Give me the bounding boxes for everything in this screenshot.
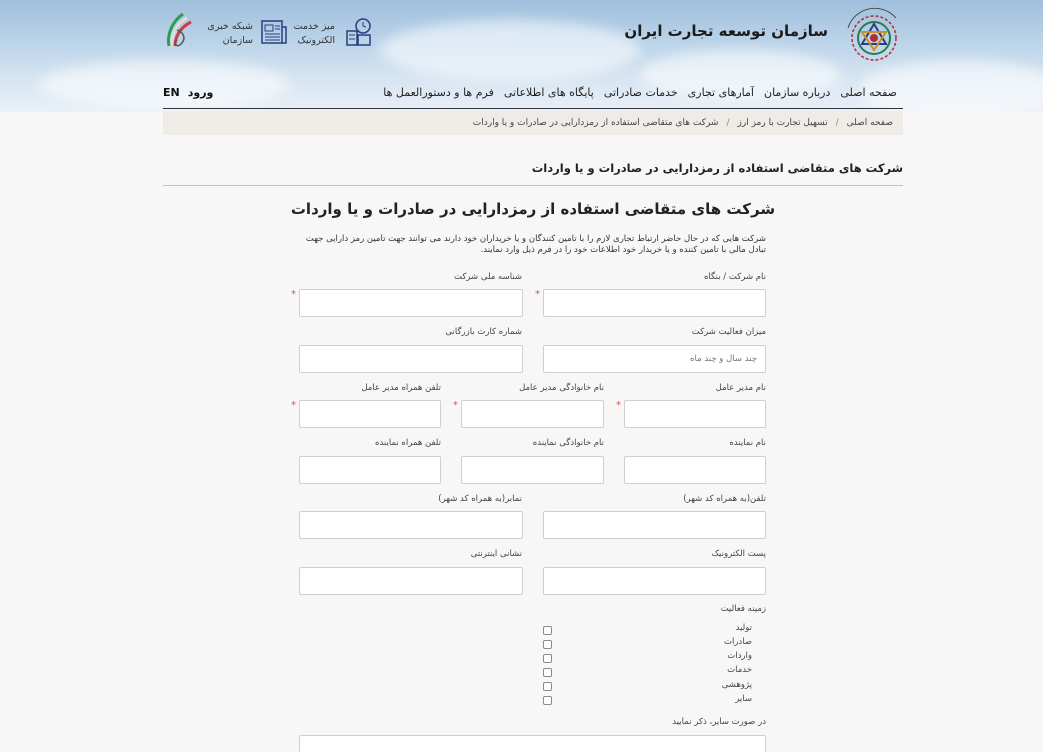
activity-production-checkbox[interactable] xyxy=(543,626,552,635)
required-mark: * xyxy=(291,400,296,411)
service-desk-link[interactable]: میز خدمت الکترونیک xyxy=(293,21,335,46)
activity-option-label: صادرات xyxy=(723,637,752,647)
nav-item-about[interactable]: درباره سازمان xyxy=(763,86,831,99)
activity-field-label: زمینه فعالیت xyxy=(720,604,766,614)
nav-divider xyxy=(163,108,903,109)
fax-input[interactable] xyxy=(299,511,523,539)
ceo-name-input[interactable] xyxy=(624,400,766,428)
company-name-label: نام شرکت / بنگاه xyxy=(703,272,766,282)
website-input[interactable] xyxy=(299,567,523,595)
national-id-input[interactable] xyxy=(299,289,523,317)
news-network-icon[interactable] xyxy=(260,17,288,51)
rep-mobile-label: تلفن همراه نماینده xyxy=(375,438,441,448)
ceo-name-label: نام مدیر عامل xyxy=(715,383,766,393)
email-label: پست الکترونیک xyxy=(711,549,766,559)
required-mark: * xyxy=(616,400,621,411)
nav-item-databases[interactable]: پایگاه های اطلاعاتی xyxy=(503,86,594,99)
nav-item-home[interactable]: صفحه اصلی xyxy=(840,86,897,99)
ceo-mobile-label: تلفن همراه مدیر عامل xyxy=(361,383,441,393)
activity-duration-label: میزان فعالیت شرکت xyxy=(691,327,766,337)
business-card-input[interactable] xyxy=(299,345,523,373)
title-divider xyxy=(163,185,903,186)
other-detail-input[interactable] xyxy=(299,735,766,752)
activity-other-checkbox[interactable] xyxy=(543,696,552,705)
service-desk-icon[interactable] xyxy=(344,17,372,51)
email-input[interactable] xyxy=(543,567,766,595)
activity-option-label: واردات xyxy=(727,651,752,661)
required-mark: * xyxy=(535,289,540,300)
activity-services-checkbox[interactable] xyxy=(543,668,552,677)
activity-research-checkbox[interactable] xyxy=(543,682,552,691)
breadcrumb xyxy=(163,111,903,135)
rep-name-label: نام نماینده xyxy=(729,438,766,448)
nav-item-export-services[interactable]: خدمات صادراتی xyxy=(603,86,678,99)
ceo-mobile-input[interactable] xyxy=(299,400,441,428)
required-mark: * xyxy=(453,400,458,411)
org-title: سازمان توسعه تجارت ایران xyxy=(624,22,828,40)
login-link[interactable]: ورود xyxy=(187,86,214,99)
company-name-input[interactable] xyxy=(543,289,766,317)
form-title: شرکت های متقاضی استفاده از رمزدارایی در صادرات و یا واردات xyxy=(290,200,776,218)
activity-duration-input[interactable] xyxy=(543,345,766,373)
breadcrumb-separator: / xyxy=(835,118,839,128)
business-card-label: شماره کارت بازرگانی xyxy=(445,327,522,337)
activity-import-checkbox[interactable] xyxy=(543,654,552,663)
rep-family-label: نام خانوادگی نماینده xyxy=(532,438,604,448)
language-switch-en[interactable]: EN xyxy=(163,86,180,99)
cloud-decoration xyxy=(40,60,290,110)
activity-option-label: خدمات xyxy=(727,665,752,675)
org-logo[interactable] xyxy=(836,4,908,64)
flag-logo-icon[interactable] xyxy=(163,8,197,56)
nav-item-forms[interactable]: فرم ها و دستورالعمل ها xyxy=(383,86,494,99)
phone-label: تلفن(به همراه کد شهر) xyxy=(683,494,766,504)
activity-option-label: پژوهشی xyxy=(721,680,752,690)
required-mark: * xyxy=(291,289,296,300)
page-title: شرکت های متقاضی استفاده از رمزدارایی در صادرات و یا واردات xyxy=(531,161,903,175)
breadcrumb-separator: / xyxy=(726,118,730,128)
form-intro: شرکت هایی که در حال حاضر ارتباط تجاری لازم را با تامین کنندگان و یا خریداران خود دارند می توانند جهت تامین رمز دارایی جهت تبادل مالی با تامین کننده و یا خریدار خود اطلاعات خود را در فرم ذیل وارد نمایند. xyxy=(305,234,766,255)
other-detail-label: در صورت سایر، ذکر نمایید xyxy=(672,717,766,727)
main-nav xyxy=(373,86,897,99)
ceo-family-input[interactable] xyxy=(461,400,604,428)
breadcrumb-crypto-trade[interactable]: تسهیل تجارت با رمز ارز xyxy=(737,118,828,128)
news-network-link[interactable]: شبکه خبری سازمان xyxy=(207,21,253,46)
fax-label: نمابر(به همراه کد شهر) xyxy=(438,494,522,504)
activity-option-label: سایر xyxy=(735,694,752,704)
activity-option-label: تولید xyxy=(735,623,752,633)
website-label: نشانی اینترنتی xyxy=(470,549,522,559)
rep-family-input[interactable] xyxy=(461,456,604,484)
ceo-family-label: نام خانوادگی مدیر عامل xyxy=(519,383,604,393)
breadcrumb-home[interactable]: صفحه اصلی xyxy=(846,118,893,128)
phone-input[interactable] xyxy=(543,511,766,539)
nav-item-trade-stats[interactable]: آمارهای تجاری xyxy=(687,86,754,99)
cloud-decoration xyxy=(380,20,640,80)
login-bar xyxy=(163,86,213,99)
rep-mobile-input[interactable] xyxy=(299,456,441,484)
activity-export-checkbox[interactable] xyxy=(543,640,552,649)
rep-name-input[interactable] xyxy=(624,456,766,484)
breadcrumb-current: شرکت های متقاضی استفاده از رمزدارایی در صادرات و یا واردات xyxy=(472,118,719,128)
national-id-label: شناسه ملی شرکت xyxy=(453,272,522,282)
